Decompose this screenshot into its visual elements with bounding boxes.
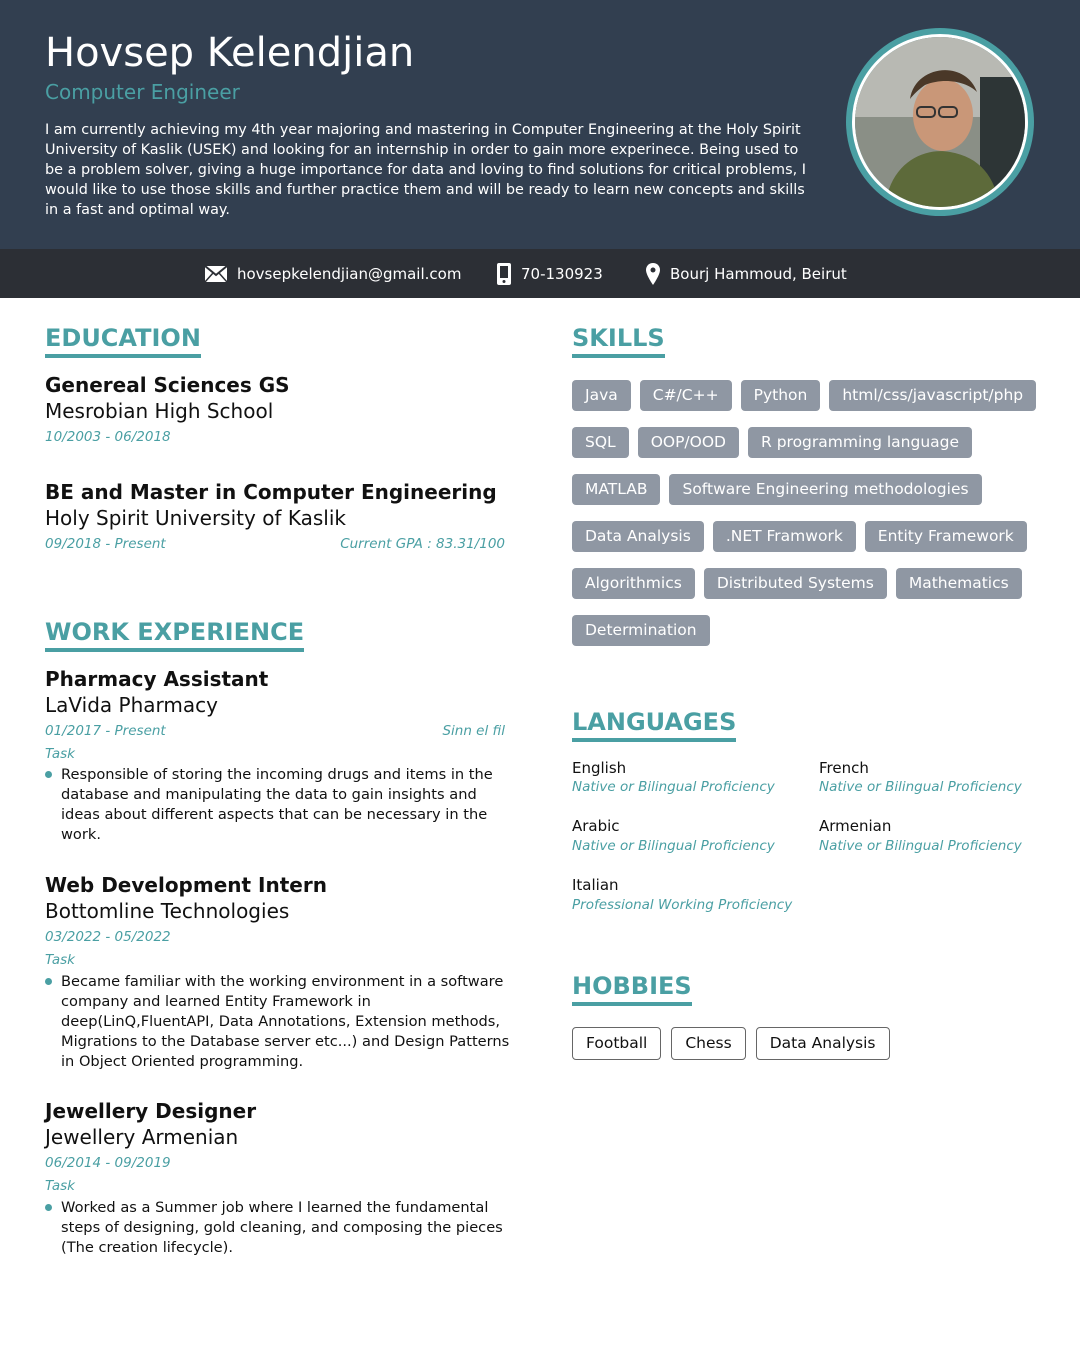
hobbies-list (572, 1027, 890, 1060)
language-name: Armenian (819, 817, 892, 835)
education-dates: 10/2003 - 06/2018 (45, 429, 171, 445)
education-school: Mesrobian High School (45, 399, 274, 423)
language-name: English (572, 759, 627, 777)
job-company: Jewellery Armenian (45, 1125, 239, 1149)
skill-tag: R programming language (748, 427, 972, 458)
contact-email[interactable] (205, 249, 461, 298)
skill-tag: Distributed Systems (704, 568, 887, 599)
location-text: Bourj Hammoud, Beirut (670, 264, 847, 283)
skill-tag: Software Engineering methodologies (669, 474, 981, 505)
job-dates: 06/2014 - 09/2019 (45, 1155, 171, 1171)
language-level: Native or Bilingual Proficiency (572, 838, 775, 854)
job-task-list (45, 765, 505, 845)
job-title: Jewellery Designer (45, 1099, 257, 1123)
skill-tag: Entity Framework (865, 521, 1027, 552)
job-task-label: Task (45, 1178, 75, 1194)
language-name: Arabic (572, 817, 620, 835)
language-level: Native or Bilingual Proficiency (819, 779, 1022, 795)
skill-tag: OOP/OOD (638, 427, 739, 458)
job-title: Pharmacy Assistant (45, 667, 269, 691)
skill-tag: Data Analysis (572, 521, 704, 552)
contact-phone[interactable] (497, 249, 603, 298)
skill-tag: MATLAB (572, 474, 660, 505)
education-heading: EDUCATION (45, 324, 201, 358)
job-company: Bottomline Technologies (45, 899, 290, 923)
location-pin-icon (646, 263, 660, 285)
job-dates: 03/2022 - 05/2022 (45, 929, 171, 945)
language-level: Professional Working Proficiency (572, 897, 793, 913)
skill-tag: Algorithmics (572, 568, 695, 599)
skill-tag: .NET Framwork (713, 521, 856, 552)
languages-heading: LANGUAGES (572, 708, 736, 742)
job-task-label: Task (45, 952, 75, 968)
education-gpa: Current GPA : 83.31/100 (340, 536, 505, 552)
job-location: Sinn el fil (442, 723, 505, 739)
skill-tag: Java (572, 380, 631, 411)
contact-bar (0, 249, 1080, 298)
profile-photo (846, 28, 1034, 216)
work-experience-heading: WORK EXPERIENCE (45, 618, 304, 652)
skill-tag: Python (741, 380, 821, 411)
contact-location (646, 249, 847, 298)
skill-tag: C#/C++ (640, 380, 732, 411)
skills-list (572, 380, 1042, 646)
skills-heading: SKILLS (572, 324, 665, 358)
job-task-item: Worked as a Summer job where I learned the fundamental steps of designing, gold cleaning, and composing the pieces (The creation lifecycle). (45, 1198, 515, 1258)
job-task-label: Task (45, 746, 75, 762)
job-task-item: Responsible of storing the incoming drugs and items in the database and manipulating the data to gain insights and ideas about different aspects that can be necessary in the work. (45, 765, 505, 845)
job-task-item: Became familiar with the working environment in a software company and learned Entity Framework in deep(LinQ,FluentAPI, Data Annotations, Extension methods, Migrations to the Database server etc...) and Design Patterns in Object Oriented programming. (45, 972, 515, 1072)
summary-text: I am currently achieving my 4th year majoring and mastering in Computer Engineering at the Holy Spirit University of Kaslik (USEK) and looking for an internship in order to gain more experinece. Being used to be a problem solver, giving a huge importance for data and loving to find solutions for critical problems, I would like to use those skills and further practice them and will be ready to learn new concepts and skills in a fast and optimal way. (45, 122, 806, 218)
header (0, 0, 1080, 249)
hobbies-heading: HOBBIES (572, 972, 692, 1006)
education-dates: 09/2018 - Present (45, 536, 166, 552)
education-school: Holy Spirit University of Kaslik (45, 506, 346, 530)
job-title: Web Development Intern (45, 873, 327, 897)
phone-text: 70-130923 (521, 264, 603, 283)
job-dates: 01/2017 - Present (45, 723, 166, 739)
language-level: Native or Bilingual Proficiency (572, 779, 775, 795)
candidate-role: Computer Engineer (45, 80, 240, 104)
email-text: hovsepkelendjian@gmail.com (237, 264, 462, 283)
job-task-list (45, 1198, 515, 1258)
language-name: Italian (572, 876, 619, 894)
candidate-name: Hovsep Kelendjian (45, 30, 415, 76)
job-company: LaVida Pharmacy (45, 693, 218, 717)
phone-icon (497, 263, 511, 285)
hobby-tag: Football (572, 1027, 661, 1060)
language-level: Native or Bilingual Proficiency (819, 838, 1022, 854)
skill-tag: SQL (572, 427, 629, 458)
education-degree: Genereal Sciences GS (45, 373, 290, 397)
hobby-tag: Data Analysis (756, 1027, 890, 1060)
skill-tag: html/css/javascript/php (829, 380, 1036, 411)
skill-tag: Determination (572, 615, 710, 646)
language-name: French (819, 759, 869, 777)
education-degree: BE and Master in Computer Engineering (45, 480, 497, 504)
envelope-icon (205, 266, 227, 282)
hobby-tag: Chess (671, 1027, 745, 1060)
profile-photo-image (855, 37, 1025, 207)
skill-tag: Mathematics (896, 568, 1022, 599)
job-task-list (45, 972, 515, 1072)
